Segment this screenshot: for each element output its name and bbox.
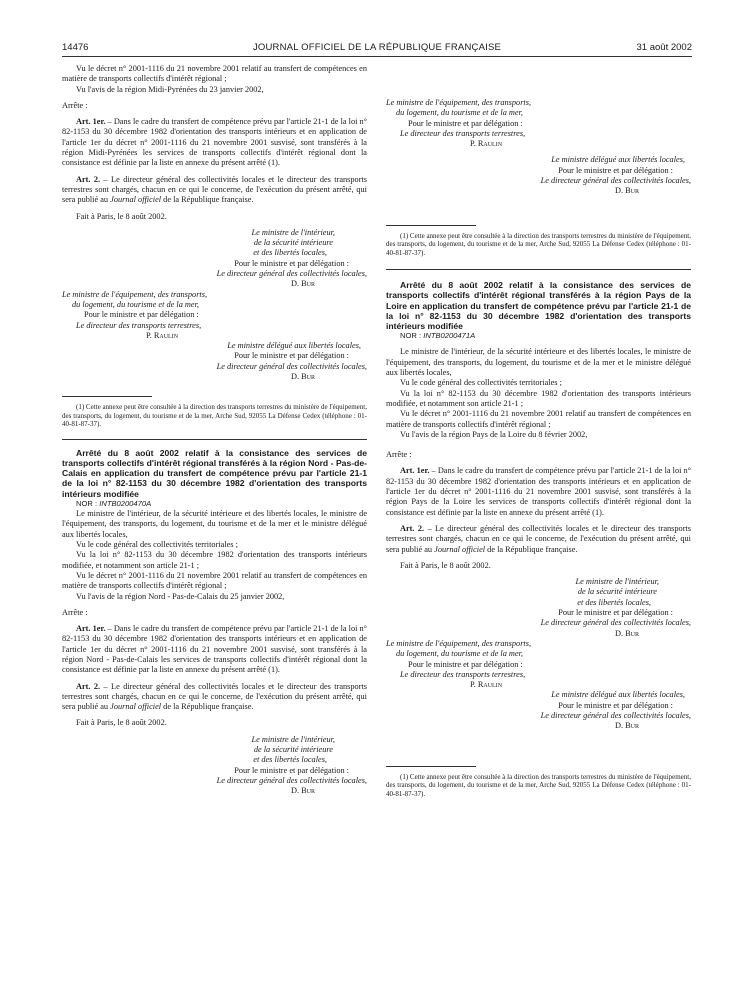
delegation-line: Pour le ministre et par délégation : xyxy=(84,310,199,320)
signatory-name: D. Bur xyxy=(290,279,315,289)
footnote: (1) Cette annexe peut être consultée à la direction des transports terrestres du ministère de l'équipement, des transports, du logement, du tourisme et de la mer, Arche Sud, 92055 La Défense Cedex (téléphone : 01-40-81-87-37). xyxy=(386,772,691,798)
journal-reference: Journal officiel xyxy=(434,544,486,554)
signatory-title: Le ministre de l'équipement, des transports, xyxy=(386,98,532,107)
fait-line: Fait à Paris, le 8 août 2002. xyxy=(76,718,167,728)
decree-title: Arrêté du 8 août 2002 relatif à la consistance des services de transports collectifs d'intérêt régional transférés à la région Pays de la Loire en application du transfert de compétence prévu par l'article 21-1 de la loi n° 82-1153 du 30 décembre 1982 d'orientation des transports intérieurs modifiée xyxy=(386,280,691,331)
signature-block xyxy=(386,577,691,608)
article-label: Art. 1er. xyxy=(76,117,106,127)
decree-title: Arrêté du 8 août 2002 relatif à la consistance des services de transports collectifs d'intérêt régional transférés à la région Nord - Pas-de-Calais en application du transfert de compétence prévu par l'article 21-1 de la loi n° 82-1153 du 30 décembre 1982 d'orientation des transports intérieurs modifiée xyxy=(62,447,367,499)
footnote-rule xyxy=(386,225,476,226)
signature-block xyxy=(386,98,691,149)
signatory-title: Le ministre de l'équipement, des transports, xyxy=(62,289,208,299)
footnote-rule xyxy=(386,766,476,767)
intro-paragraph: Vu l'avis de la région Midi-Pyrénées du 23 janvier 2002, xyxy=(76,84,264,94)
signatory-title: Le directeur général des collectivités locales, xyxy=(540,710,691,720)
signatory-name: P. Raulin xyxy=(146,330,179,340)
signatory-title: et des libertés locales, xyxy=(253,248,327,258)
article-2 xyxy=(62,682,367,713)
signatory-title: Le directeur général des collectivités locales, xyxy=(540,618,691,628)
signatory-title: Le ministre de l'équipement, des transports, xyxy=(386,638,532,648)
nor-reference xyxy=(386,331,691,341)
delegation-line: Pour le ministre et par délégation : xyxy=(558,700,673,710)
article-1 xyxy=(386,466,691,517)
signatory-title: Le ministre délégué aux libertés locales, xyxy=(551,690,685,700)
nor-label: NOR : xyxy=(400,331,424,341)
delegation-line: Pour le ministre et par délégation : xyxy=(558,608,673,618)
body-paragraph: Vu l'avis de la région Nord - Pas-de-Calais du 25 janvier 2002, xyxy=(76,591,285,601)
signatory-name: D. Bur xyxy=(614,721,639,731)
signatory-title: Le directeur des transports terrestres, xyxy=(76,320,202,330)
body-paragraph: Vu le code général des collectivités territoriales ; xyxy=(400,378,562,388)
delegation-line: Pour le ministre et par délégation : xyxy=(408,659,523,669)
article-text: – Dans le cadre du transfert de compétence prévu par l'article 21-1 de la loi n° 82-1153 du 30 décembre 1982 d'orientation des transports intérieurs et en application de l'article 1er du décret n° 2001-1116 du 21 novembre 2001 susvisé, sont transférés à la région Midi-Pyrénées les services de transports collectifs d'intérêt régional dont la consistance est définie par la liste en annexe du présent arrêté (1). xyxy=(62,117,367,168)
signatory-title: Le directeur des transports terrestres, xyxy=(400,669,526,679)
article-text: – Le directeur général des collectivités locales et le directeur des transports terrestres sont chargés, chacun en ce qui le concerne, de l'exécution du présent arrêté, qui sera publié au xyxy=(386,523,691,554)
article-1 xyxy=(62,624,367,675)
delegation-line: Pour le ministre et par délégation : xyxy=(558,165,673,175)
article-text: – Le directeur général des collectivités locales et le directeur des transports terrestres sont chargés, chacun en ce qui le concerne, de l'exécution du présent arrêté, qui sera publié au xyxy=(62,681,367,712)
signature-block xyxy=(386,608,691,639)
signatory-title: de la sécurité intérieure xyxy=(253,745,333,755)
signatory-title: Le ministre délégué aux libertés locales, xyxy=(551,155,685,165)
body-paragraph: Vu le code général des collectivités territoriales ; xyxy=(76,540,238,550)
article-label: Art. 2. xyxy=(76,174,101,184)
delegation-line: Pour le ministre et par délégation : xyxy=(234,351,349,361)
body-paragraph: Vu le décret n° 2001-1116 du 21 novembre 2001 relatif au transfert de compétences en matière de transports collectifs d'intérêt régional ; xyxy=(62,570,367,591)
signatory-title: du logement, du tourisme et de la mer, xyxy=(72,299,199,309)
signatory-title: Le directeur général des collectivités locales, xyxy=(216,775,367,785)
article-label: Art. 2. xyxy=(400,523,425,533)
signature-block xyxy=(386,639,691,690)
fait-line: Fait à Paris, le 8 août 2002. xyxy=(400,560,491,570)
article-label: Art. 1er. xyxy=(400,466,430,476)
signatory-title: et des libertés locales, xyxy=(577,597,651,607)
signatory-title: Le ministre délégué aux libertés locales, xyxy=(227,341,361,351)
footnote: (1) Cette annexe peut être consultée à la direction des transports terrestres du ministère de l'équipement, des transports, du logement, du tourisme et de la mer, Arche Sud, 92055 La Défense Cedex (téléphone : 01-40-81-87-37). xyxy=(386,231,691,257)
signatory-name: P. Raulin xyxy=(470,680,503,690)
nor-code: INTB0200470A xyxy=(99,498,152,508)
section-divider xyxy=(62,439,367,440)
signatory-title: Le directeur général des collectivités locales, xyxy=(216,269,367,279)
article-text: de la République française. xyxy=(485,544,578,554)
intro-paragraph: Vu le décret n° 2001-1116 du 21 novembre 2001 relatif au transfert de compétences en matière de transports collectifs d'intérêt régional ; xyxy=(62,64,367,84)
delegation-line: Pour le ministre et par délégation : xyxy=(234,258,349,268)
article-text: – Dans le cadre du transfert de compétence prévu par l'article 21-1 de la loi n° 82-1153 du 30 décembre 1982 d'orientation des transports intérieurs et en application de l'article 1er du décret n° 2001-1116 du 21 novembre 2001 susvisé, sont transférés à la région Pays de la Loire les services de transports collectifs d'intérêt régional dont la consistance est définie par la liste en annexe du présent arrêté (1). xyxy=(386,466,691,517)
signatory-name: D. Bur xyxy=(290,372,315,382)
body-paragraph: Vu la loi n° 82-1153 du 30 décembre 1982 d'orientation des transports intérieurs modifiée, et notamment son article 21-1 ; xyxy=(386,388,691,408)
arrete-heading: Arrête : xyxy=(62,100,88,110)
journal-title: JOURNAL OFFICIEL DE LA RÉPUBLIQUE FRANÇAISE xyxy=(252,42,502,53)
signatory-title: de la sécurité intérieure xyxy=(577,587,657,597)
signatory-name: D. Bur xyxy=(614,628,639,638)
article-label: Art. 2. xyxy=(76,681,101,691)
delegation-line: Pour le ministre et par délégation : xyxy=(234,765,349,775)
delegation-line: Pour le ministre et par délégation : xyxy=(408,118,523,128)
page-header xyxy=(62,38,692,57)
signature-block xyxy=(62,766,367,797)
signature-block xyxy=(62,341,367,382)
arrete-heading: Arrête : xyxy=(386,450,412,460)
signature-block xyxy=(62,259,367,290)
article-text: de la République française. xyxy=(161,702,254,712)
article-text: – Dans le cadre du transfert de compétence prévu par l'article 21-1 de la loi n° 82-1153 du 30 décembre 1982 d'orientation des transports intérieurs et en application de l'article 1er du décret n° 2001-1116 du 21 novembre 2001 susvisé, sont transférés à la région Nord - Pas-de-Calais les services de transports collectifs d'intérêt régional dont la consistance est définie par la liste en annexe du présent arrêté (1). xyxy=(62,624,367,675)
signatory-title: Le directeur général des collectivités locales, xyxy=(216,361,367,371)
body-paragraph: Vu le décret n° 2001-1116 du 21 novembre 2001 relatif au transfert de compétences en matière de transports collectifs d'intérêt régional ; xyxy=(386,409,691,429)
footnote-rule xyxy=(62,396,152,397)
signatory-name: D. Bur xyxy=(290,786,315,796)
signatory-title: Le directeur général des collectivités locales, xyxy=(540,176,691,186)
signatory-title: de la sécurité intérieure xyxy=(253,238,333,248)
journal-reference: Journal officiel xyxy=(110,195,162,205)
right-column xyxy=(386,98,691,798)
body-paragraph: Le ministre de l'intérieur, de la sécurité intérieure et des libertés locales, le ministre de l'équipement, des transports, du logement, du tourisme et de la mer et le ministre délégué aux libertés locales, xyxy=(386,347,691,378)
page-number: 14476 xyxy=(62,42,89,53)
signatory-name: P. Raulin xyxy=(470,139,503,149)
arrete-heading: Arrête : xyxy=(62,607,88,617)
journal-reference: Journal officiel xyxy=(110,702,162,712)
signatory-title: Le directeur des transports terrestres, xyxy=(400,128,526,138)
signature-block xyxy=(62,228,367,259)
section-divider xyxy=(386,269,691,270)
body-paragraph: Le ministre de l'intérieur, de la sécurité intérieure et des libertés locales, le ministre de l'équipement, des transports, du logement, du tourisme et de la mer et le ministre délégué aux libertés locales, xyxy=(62,509,367,539)
signatory-title: Le ministre de l'intérieur, xyxy=(575,577,659,587)
signatory-name: D. Bur xyxy=(614,186,639,196)
signature-block xyxy=(62,735,367,766)
signatory-title: du logement, du tourisme et de la mer, xyxy=(396,108,523,118)
article-1 xyxy=(62,117,367,168)
signatory-title: du logement, du tourisme et de la mer, xyxy=(396,649,523,659)
issue-date: 31 août 2002 xyxy=(636,42,692,53)
article-text: – Le directeur général des collectivités locales et le directeur des transports terrestres sont chargés, chacun en ce qui le concerne, de l'exécution du présent arrêté, qui sera publié au xyxy=(62,174,367,205)
signature-block xyxy=(62,290,367,341)
body-paragraph: Vu la loi n° 82-1153 du 30 décembre 1982 d'orientation des transports intérieurs modifiée, et notamment son article 21-1 ; xyxy=(62,550,367,570)
nor-label: NOR : xyxy=(76,498,100,508)
left-column xyxy=(62,64,367,797)
article-text: de la République française. xyxy=(161,195,254,205)
nor-code: INTB0200471A xyxy=(423,331,476,341)
body-paragraph: Vu l'avis de la région Pays de la Loire du 8 février 2002, xyxy=(400,429,588,439)
article-2 xyxy=(386,524,691,555)
signatory-title: Le ministre de l'intérieur, xyxy=(251,227,335,237)
signature-block xyxy=(386,690,691,731)
fait-line: Fait à Paris, le 8 août 2002. xyxy=(76,211,167,221)
article-2 xyxy=(62,175,367,206)
signatory-title: Le ministre de l'intérieur, xyxy=(251,734,335,744)
footnote: (1) Cette annexe peut être consultée à la direction des transports terrestres du ministère de l'équipement, des transports, du logement, du tourisme et de la mer, Arche Sud, 92055 La Défense Cedex (téléphone : 01-40-81-87-37). xyxy=(62,403,367,429)
signature-block xyxy=(386,155,691,196)
signatory-title: et des libertés locales, xyxy=(253,755,327,765)
article-label: Art. 1er. xyxy=(76,624,106,634)
nor-reference xyxy=(62,499,367,509)
